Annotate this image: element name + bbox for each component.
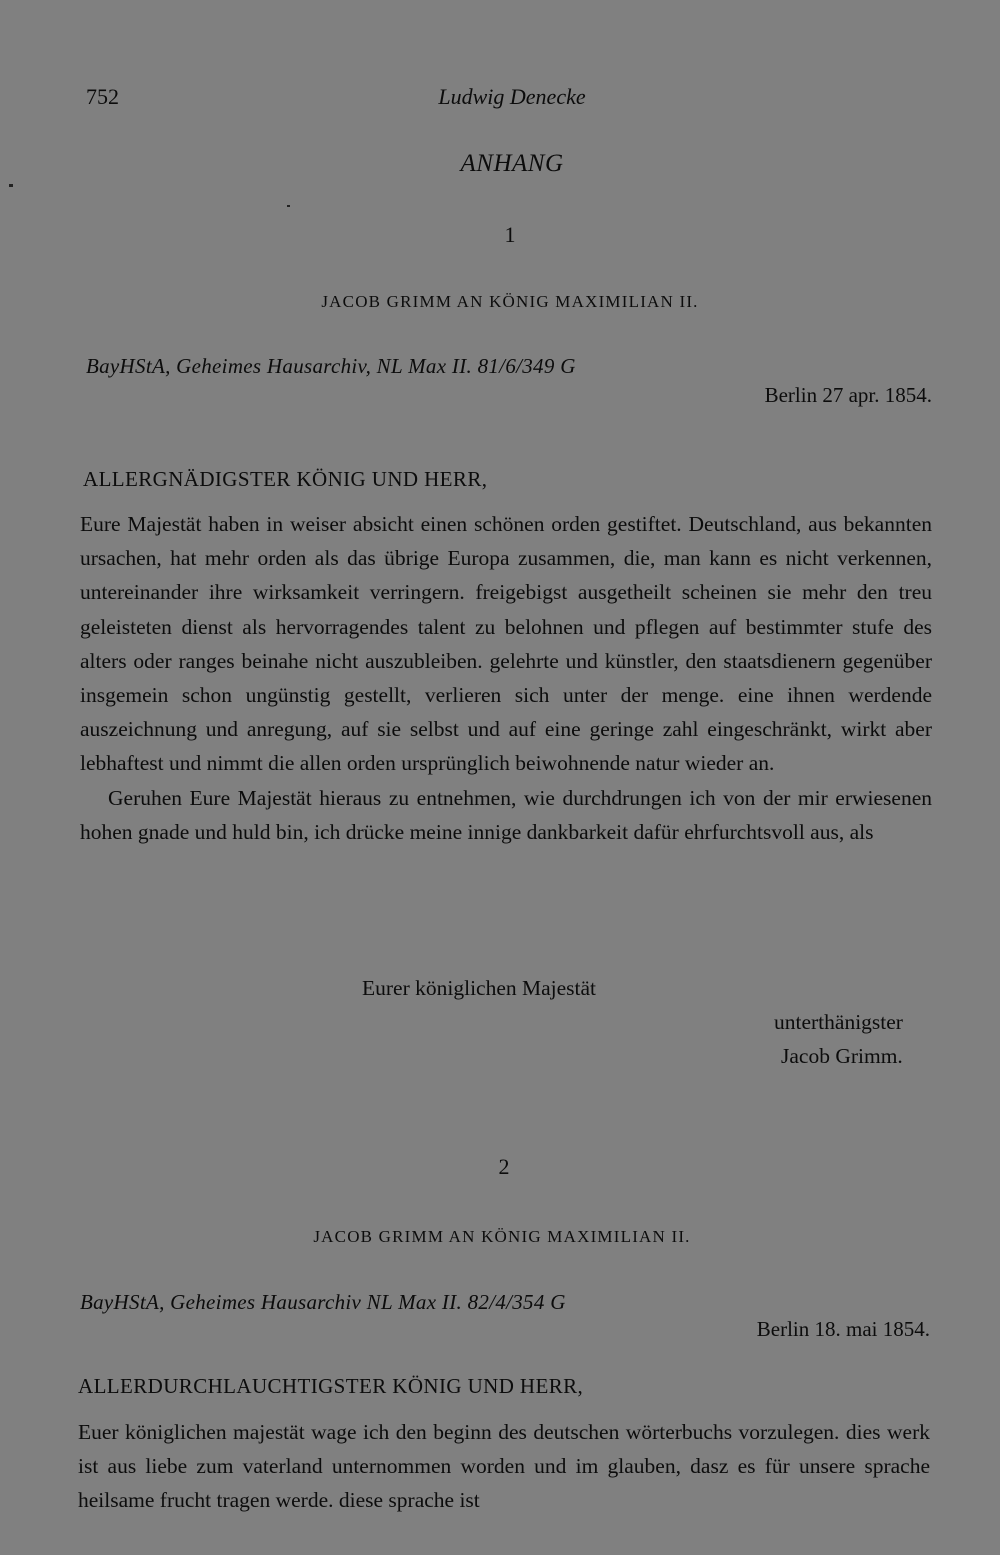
letter-1-heading-text: JACOB GRIMM AN KÖNIG MAXIMILIAN II. (321, 292, 699, 311)
running-head: Ludwig Denecke (438, 84, 586, 109)
letter-2-paragraph-1: Euer königlichen majestät wage ich den beginn des deutschen wörterbuchs vorzulegen. dies werk ist aus liebe zum vaterland unternommen worden und im glauben, dasz es für unsere sprache heilsame frucht tragen werde. diese sprache ist (78, 1420, 930, 1513)
letter-2-salutation: ALLERDURCHLAUCHTIGSTER KÖNIG UND HERR, (78, 1374, 584, 1398)
letter-1-closing-line: Eurer königlichen Majestät (362, 976, 597, 1000)
letter-2-dateline: Berlin 18. mai 1854. (756, 1317, 930, 1341)
scan-speck (9, 184, 13, 187)
scan-speck (287, 205, 290, 207)
letter-1-paragraph-1: Eure Majestät haben in weiser absicht einen schönen orden gestiftet. Deutschland, aus bekannten ursachen, hat mehr orden als das übrige Europa zusammen, die, man kann es nicht verkennen, untereinander ihre wirksamkeit verringern. freigebigst ausgetheilt scheinen sie mehr den treu geleisteten dienst als hervorragendes talent zu belohnen und pflegen auf bestimmter stufe des alters oder ranges beinahe nicht auszubleiben. gelehrte und künstler, den staatsdienern gegenüber insgemein schon ungünstig gestellt, verlieren sich unter der menge. eine ihnen werdende auszeichnung und anregung, auf sie selbst und auf eine geringe zahl eingeschränkt, wirkt aber lebhaftest und nimmt die allen orden ursprünglich beiwohnende natur wieder an. (80, 512, 932, 776)
letter-1-heading (0, 292, 1000, 312)
letter-2-body (78, 1415, 930, 1518)
page-number: 752 (86, 84, 119, 109)
appendix-title: ANHANG (460, 150, 564, 177)
letter-2-source: BayHStA, Geheimes Hausarchiv NL Max II. 82/4/354 G (80, 1290, 566, 1314)
letter-1-dateline: Berlin 27 apr. 1854. (764, 383, 932, 407)
letter-1-signature: Jacob Grimm. (781, 1044, 903, 1068)
letter-1-closing-word: unterthänigster (774, 1010, 903, 1034)
letter-1-source: BayHStA, Geheimes Hausarchiv, NL Max II. 81/6/349 G (86, 354, 576, 378)
letter-1-salutation: ALLERGNÄDIGSTER KÖNIG UND HERR, (83, 467, 488, 491)
letter-2-heading (0, 1227, 1000, 1247)
letter-1-number: 1 (504, 222, 516, 247)
letter-2-number: 2 (498, 1154, 510, 1179)
letter-1-body (80, 507, 932, 849)
letter-2-heading-text: JACOB GRIMM AN KÖNIG MAXIMILIAN II. (313, 1227, 691, 1246)
letter-1-paragraph-2: Geruhen Eure Majestät hieraus zu entnehmen, wie durchdrungen ich von der mir erwiesenen hohen gnade und huld bin, ich drücke meine innige dankbarkeit dafür ehrfurchtsvoll aus, als (80, 785, 932, 844)
